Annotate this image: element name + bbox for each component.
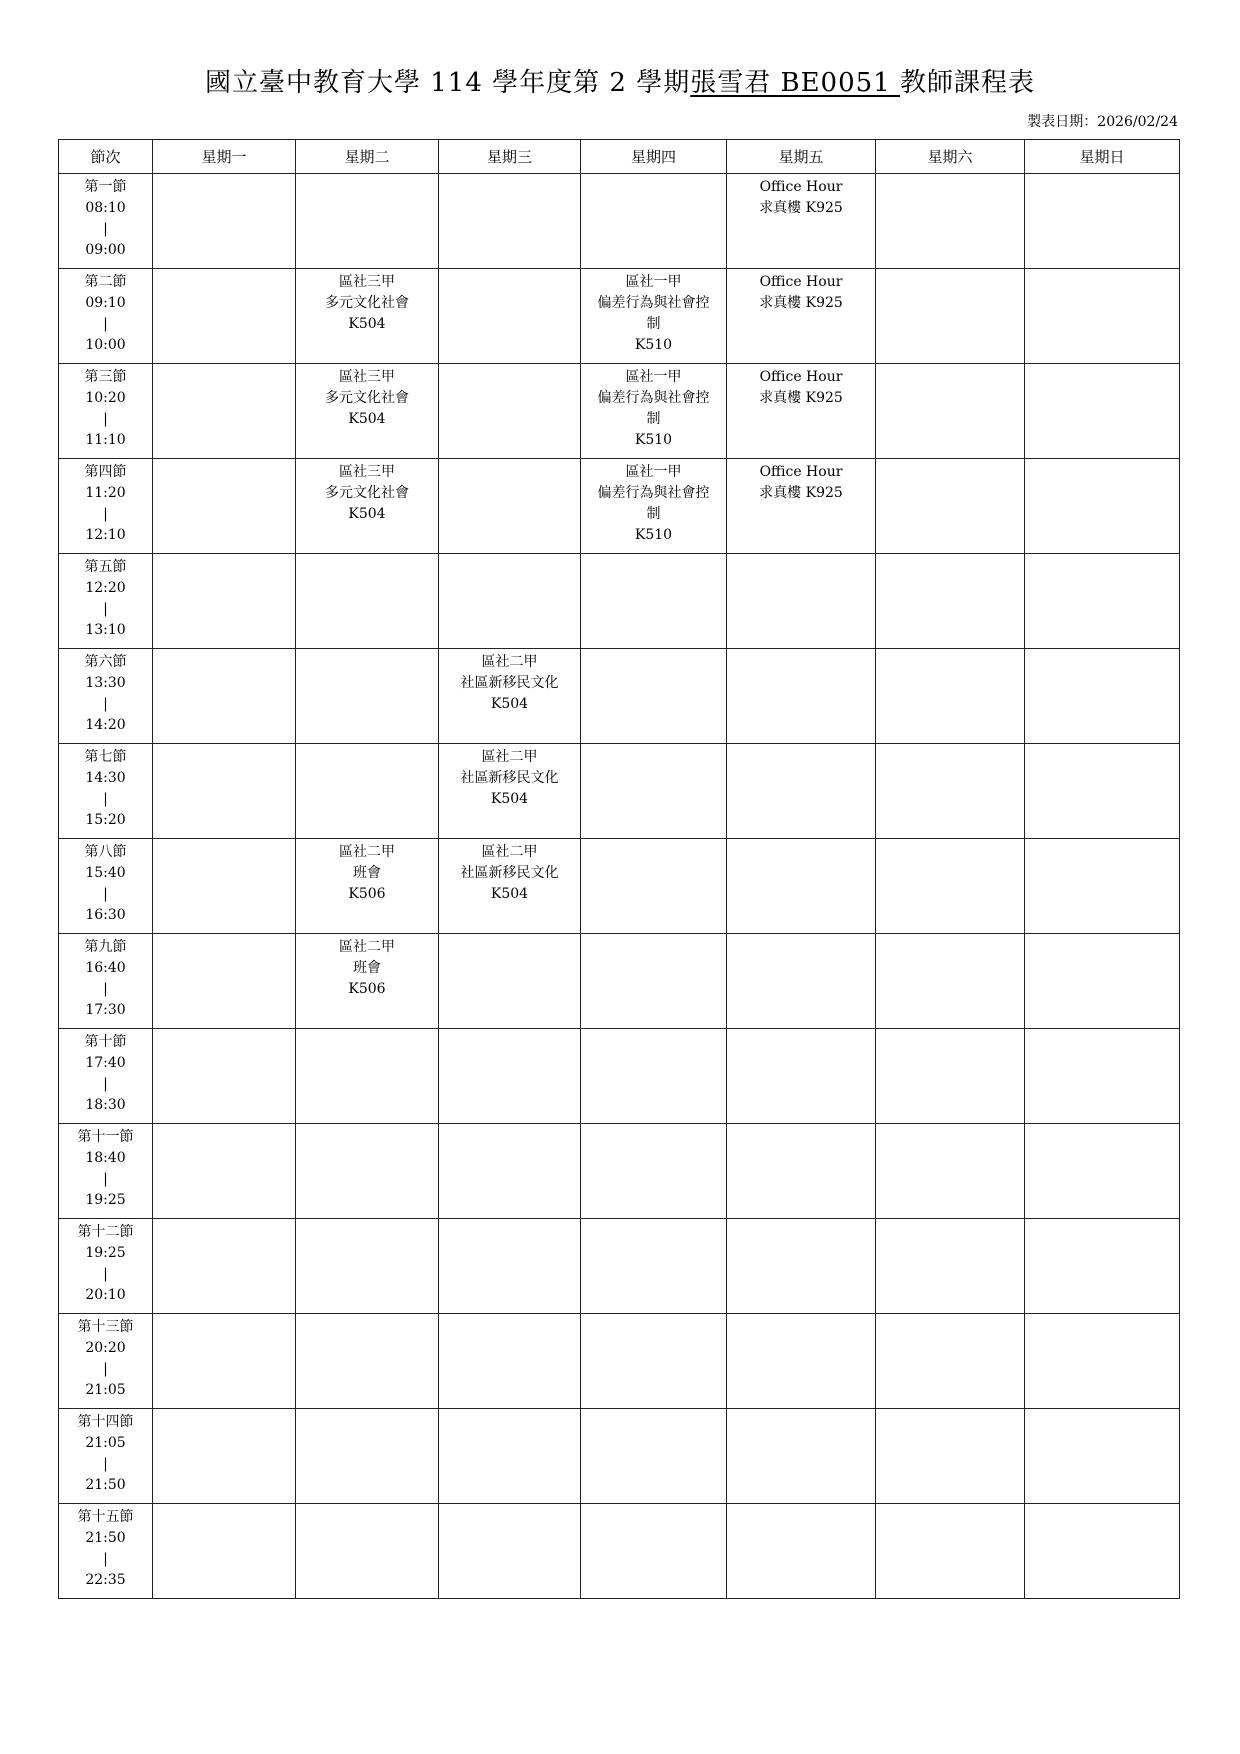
course-line: 社區新移民文化 [460, 865, 559, 881]
table-row [59, 1504, 1180, 1599]
schedule-cell-fri [727, 1029, 876, 1124]
course-line: 區社三甲 [339, 369, 395, 385]
schedule-cell-tue [296, 174, 439, 269]
course-line: K504 [490, 791, 529, 807]
schedule-cell-fri [727, 1409, 876, 1504]
period-cell [59, 364, 153, 459]
period-name: 第一節 [84, 179, 127, 195]
table-row [59, 269, 1180, 364]
period-end: 18:30 [85, 1097, 126, 1113]
period-sep: | [103, 316, 108, 332]
schedule-cell-sun [1025, 1124, 1180, 1219]
table-row [59, 364, 1180, 459]
schedule-cell-tue [296, 1219, 439, 1314]
schedule-cell-fri [727, 744, 876, 839]
period-sep: | [103, 601, 108, 617]
course-line: Office Hour [759, 464, 843, 480]
period-start: 08:10 [85, 200, 126, 216]
period-name: 第十三節 [77, 1319, 134, 1335]
course-line: 制 [646, 506, 661, 522]
period-sep: | [103, 1076, 108, 1092]
schedule-cell-mon [153, 649, 296, 744]
schedule-cell-fri [727, 1124, 876, 1219]
schedule-cell-sun [1025, 1029, 1180, 1124]
table-row [59, 1314, 1180, 1409]
period-sep: | [103, 1171, 108, 1187]
course-line: 制 [646, 316, 661, 332]
schedule-cell-sat [876, 174, 1025, 269]
period-sep: | [103, 1456, 108, 1472]
course-line: 求真樓 K925 [759, 200, 843, 216]
schedule-cell-sat [876, 459, 1025, 554]
schedule-cell-fri [727, 839, 876, 934]
table-row [59, 554, 1180, 649]
schedule-cell-wed [439, 459, 581, 554]
period-start: 21:05 [85, 1435, 126, 1451]
period-start: 09:10 [85, 295, 126, 311]
schedule-cell-fri [727, 459, 876, 554]
course-line: 多元文化社會 [325, 485, 409, 501]
schedule-cell-sun [1025, 174, 1180, 269]
course-line: 區社二甲 [481, 654, 538, 670]
schedule-cell-tue [296, 1409, 439, 1504]
schedule-cell-thu [581, 1504, 727, 1599]
schedule-cell-wed [439, 649, 581, 744]
period-end: 14:20 [85, 717, 126, 733]
schedule-cell-wed [439, 1029, 581, 1124]
schedule-cell-mon [153, 839, 296, 934]
period-cell [59, 1219, 153, 1314]
col-header-mon: 星期一 [153, 140, 296, 174]
period-start: 15:40 [85, 865, 126, 881]
schedule-cell-sat [876, 1124, 1025, 1219]
schedule-cell-fri [727, 1219, 876, 1314]
period-cell [59, 934, 153, 1029]
course-line: K504 [348, 316, 386, 332]
schedule-cell-wed [439, 554, 581, 649]
schedule-cell-thu [581, 744, 727, 839]
col-header-wed: 星期三 [439, 140, 581, 174]
course-line: 區社二甲 [481, 749, 538, 765]
schedule-cell-tue [296, 269, 439, 364]
schedule-cell-mon [153, 1219, 296, 1314]
course-line: 偏差行為與社會控 [597, 295, 710, 311]
timetable-body [59, 174, 1180, 1599]
period-cell [59, 459, 153, 554]
schedule-cell-sat [876, 269, 1025, 364]
schedule-cell-wed [439, 174, 581, 269]
schedule-cell-fri [727, 174, 876, 269]
col-header-tue: 星期二 [296, 140, 439, 174]
period-start: 16:40 [85, 960, 126, 976]
period-end: 19:25 [85, 1192, 126, 1208]
schedule-cell-sun [1025, 364, 1180, 459]
schedule-cell-sat [876, 1504, 1025, 1599]
period-end: 15:20 [85, 812, 126, 828]
schedule-cell-mon [153, 269, 296, 364]
col-header-thu: 星期四 [581, 140, 727, 174]
course-line: 班會 [353, 865, 381, 881]
period-end: 13:10 [85, 622, 126, 638]
period-cell [59, 1029, 153, 1124]
course-line: 區社三甲 [339, 464, 395, 480]
schedule-cell-sun [1025, 1219, 1180, 1314]
course-line: K510 [634, 527, 673, 543]
period-end: 22:35 [85, 1572, 126, 1588]
schedule-cell-mon [153, 459, 296, 554]
table-row [59, 1409, 1180, 1504]
table-row [59, 459, 1180, 554]
course-line: 求真樓 K925 [759, 295, 843, 311]
schedule-cell-tue [296, 1314, 439, 1409]
schedule-cell-wed [439, 934, 581, 1029]
table-row [59, 1219, 1180, 1314]
schedule-cell-sat [876, 839, 1025, 934]
period-cell [59, 1409, 153, 1504]
schedule-cell-wed [439, 1219, 581, 1314]
schedule-cell-tue [296, 1029, 439, 1124]
period-start: 20:20 [85, 1340, 126, 1356]
course-line: 區社一甲 [625, 464, 682, 480]
course-line: K506 [348, 886, 386, 902]
period-end: 17:30 [85, 1002, 126, 1018]
title-prefix: 國立臺中教育大學 114 學年度第 2 學期 [204, 68, 691, 98]
schedule-cell-mon [153, 364, 296, 459]
schedule-cell-thu [581, 934, 727, 1029]
period-name: 第三節 [84, 369, 127, 385]
period-cell [59, 1504, 153, 1599]
schedule-cell-thu [581, 174, 727, 269]
schedule-cell-tue [296, 934, 439, 1029]
course-line: 班會 [353, 960, 381, 976]
period-end: 12:10 [85, 527, 126, 543]
course-line: K504 [348, 506, 386, 522]
period-sep: | [103, 221, 108, 237]
col-header-sat: 星期六 [876, 140, 1025, 174]
course-line: K510 [634, 337, 673, 353]
period-sep: | [103, 696, 108, 712]
schedule-cell-wed [439, 744, 581, 839]
page-title [0, 62, 1240, 99]
schedule-cell-wed [439, 364, 581, 459]
schedule-cell-thu [581, 554, 727, 649]
schedule-cell-sun [1025, 1409, 1180, 1504]
period-start: 13:30 [85, 675, 126, 691]
schedule-cell-fri [727, 1504, 876, 1599]
schedule-cell-sun [1025, 649, 1180, 744]
course-line: 制 [646, 411, 661, 427]
period-name: 第十四節 [77, 1414, 134, 1430]
course-line: K504 [490, 886, 529, 902]
schedule-cell-sun [1025, 934, 1180, 1029]
period-cell [59, 554, 153, 649]
schedule-cell-thu [581, 649, 727, 744]
period-cell [59, 1314, 153, 1409]
timetable [58, 139, 1180, 1599]
period-end: 21:50 [85, 1477, 126, 1493]
period-name: 第十二節 [77, 1224, 134, 1240]
course-line: 偏差行為與社會控 [597, 390, 710, 406]
period-name: 第十一節 [77, 1129, 134, 1145]
course-line: K504 [490, 696, 529, 712]
schedule-cell-sat [876, 1219, 1025, 1314]
period-start: 19:25 [85, 1245, 126, 1261]
schedule-cell-wed [439, 1314, 581, 1409]
course-line: 多元文化社會 [325, 390, 409, 406]
schedule-cell-sat [876, 554, 1025, 649]
course-line: K504 [348, 411, 386, 427]
schedule-cell-fri [727, 364, 876, 459]
schedule-cell-thu [581, 1409, 727, 1504]
schedule-cell-wed [439, 269, 581, 364]
schedule-cell-sun [1025, 839, 1180, 934]
period-sep: | [103, 1361, 108, 1377]
period-end: 20:10 [85, 1287, 126, 1303]
course-line: 區社二甲 [339, 939, 395, 955]
schedule-cell-fri [727, 269, 876, 364]
schedule-cell-wed [439, 1409, 581, 1504]
period-sep: | [103, 411, 108, 427]
schedule-cell-tue [296, 364, 439, 459]
period-end: 10:00 [85, 337, 126, 353]
schedule-cell-tue [296, 554, 439, 649]
course-line: 區社二甲 [481, 844, 538, 860]
teacher-name: 張雪君 BE0051 [690, 68, 900, 98]
period-cell [59, 744, 153, 839]
period-start: 12:20 [85, 580, 126, 596]
schedule-cell-sun [1025, 554, 1180, 649]
schedule-cell-tue [296, 839, 439, 934]
header-row [59, 140, 1180, 174]
table-row [59, 744, 1180, 839]
period-sep: | [103, 506, 108, 522]
period-start: 14:30 [85, 770, 126, 786]
schedule-cell-thu [581, 459, 727, 554]
schedule-cell-mon [153, 554, 296, 649]
course-line: K510 [634, 432, 673, 448]
period-sep: | [103, 1266, 108, 1282]
schedule-cell-mon [153, 1314, 296, 1409]
course-line: Office Hour [759, 274, 843, 290]
period-name: 第七節 [84, 749, 127, 765]
schedule-cell-sat [876, 1029, 1025, 1124]
table-row [59, 1124, 1180, 1219]
schedule-cell-mon [153, 934, 296, 1029]
course-line: 社區新移民文化 [460, 770, 559, 786]
schedule-cell-thu [581, 364, 727, 459]
course-line: 區社三甲 [339, 274, 395, 290]
schedule-cell-fri [727, 934, 876, 1029]
course-line: Office Hour [759, 179, 843, 195]
table-row [59, 934, 1180, 1029]
period-name: 第四節 [84, 464, 127, 480]
course-line: 偏差行為與社會控 [597, 485, 710, 501]
course-line: 多元文化社會 [325, 295, 409, 311]
schedule-cell-mon [153, 1409, 296, 1504]
title-suffix: 教師課程表 [900, 68, 1036, 98]
period-sep: | [103, 981, 108, 997]
period-cell [59, 649, 153, 744]
schedule-cell-sun [1025, 459, 1180, 554]
schedule-cell-wed [439, 1124, 581, 1219]
schedule-cell-sun [1025, 744, 1180, 839]
course-line: 社區新移民文化 [460, 675, 559, 691]
period-name: 第十五節 [77, 1509, 134, 1525]
period-end: 16:30 [85, 907, 126, 923]
schedule-cell-wed [439, 1504, 581, 1599]
period-start: 18:40 [85, 1150, 126, 1166]
schedule-cell-sat [876, 1314, 1025, 1409]
period-end: 09:00 [85, 242, 126, 258]
period-name: 第六節 [84, 654, 127, 670]
schedule-cell-sat [876, 1409, 1025, 1504]
period-name: 第五節 [84, 559, 127, 575]
schedule-cell-thu [581, 1029, 727, 1124]
schedule-cell-fri [727, 1314, 876, 1409]
course-line: 求真樓 K925 [759, 485, 843, 501]
table-row [59, 649, 1180, 744]
course-line: 區社一甲 [625, 369, 682, 385]
schedule-cell-mon [153, 1504, 296, 1599]
schedule-cell-thu [581, 1314, 727, 1409]
schedule-cell-thu [581, 269, 727, 364]
table-row [59, 1029, 1180, 1124]
schedule-cell-thu [581, 1219, 727, 1314]
period-name: 第八節 [84, 844, 127, 860]
schedule-cell-wed [439, 839, 581, 934]
period-name: 第十節 [84, 1034, 127, 1050]
course-line: Office Hour [759, 369, 843, 385]
period-end: 21:05 [85, 1382, 126, 1398]
schedule-cell-thu [581, 1124, 727, 1219]
schedule-cell-mon [153, 174, 296, 269]
schedule-cell-mon [153, 1029, 296, 1124]
col-header-fri: 星期五 [727, 140, 876, 174]
period-cell [59, 269, 153, 364]
table-row [59, 839, 1180, 934]
period-start: 17:40 [85, 1055, 126, 1071]
period-start: 11:20 [85, 485, 126, 501]
schedule-cell-thu [581, 839, 727, 934]
schedule-cell-sat [876, 934, 1025, 1029]
schedule-cell-mon [153, 1124, 296, 1219]
period-name: 第九節 [84, 939, 127, 955]
schedule-cell-tue [296, 744, 439, 839]
period-cell [59, 1124, 153, 1219]
course-line: 求真樓 K925 [759, 390, 843, 406]
table-row [59, 174, 1180, 269]
col-header-sun: 星期日 [1025, 140, 1180, 174]
schedule-cell-sat [876, 649, 1025, 744]
schedule-cell-sat [876, 744, 1025, 839]
period-sep: | [103, 886, 108, 902]
schedule-cell-tue [296, 1124, 439, 1219]
course-line: 區社一甲 [625, 274, 682, 290]
period-end: 11:10 [85, 432, 126, 448]
period-cell [59, 839, 153, 934]
period-start: 10:20 [85, 390, 126, 406]
period-name: 第二節 [84, 274, 127, 290]
schedule-cell-tue [296, 649, 439, 744]
schedule-cell-fri [727, 649, 876, 744]
schedule-cell-tue [296, 1504, 439, 1599]
course-line: K506 [348, 981, 386, 997]
print-date: 製表日期：2026/02/24 [1027, 114, 1178, 130]
period-start: 21:50 [85, 1530, 126, 1546]
col-header-period: 節次 [59, 140, 153, 174]
period-sep: | [103, 1551, 108, 1567]
schedule-cell-fri [727, 554, 876, 649]
schedule-cell-sun [1025, 1504, 1180, 1599]
schedule-cell-sun [1025, 1314, 1180, 1409]
period-cell [59, 174, 153, 269]
schedule-cell-tue [296, 459, 439, 554]
course-line: 區社二甲 [339, 844, 395, 860]
schedule-cell-sun [1025, 269, 1180, 364]
period-sep: | [103, 791, 108, 807]
schedule-cell-mon [153, 744, 296, 839]
schedule-cell-sat [876, 364, 1025, 459]
